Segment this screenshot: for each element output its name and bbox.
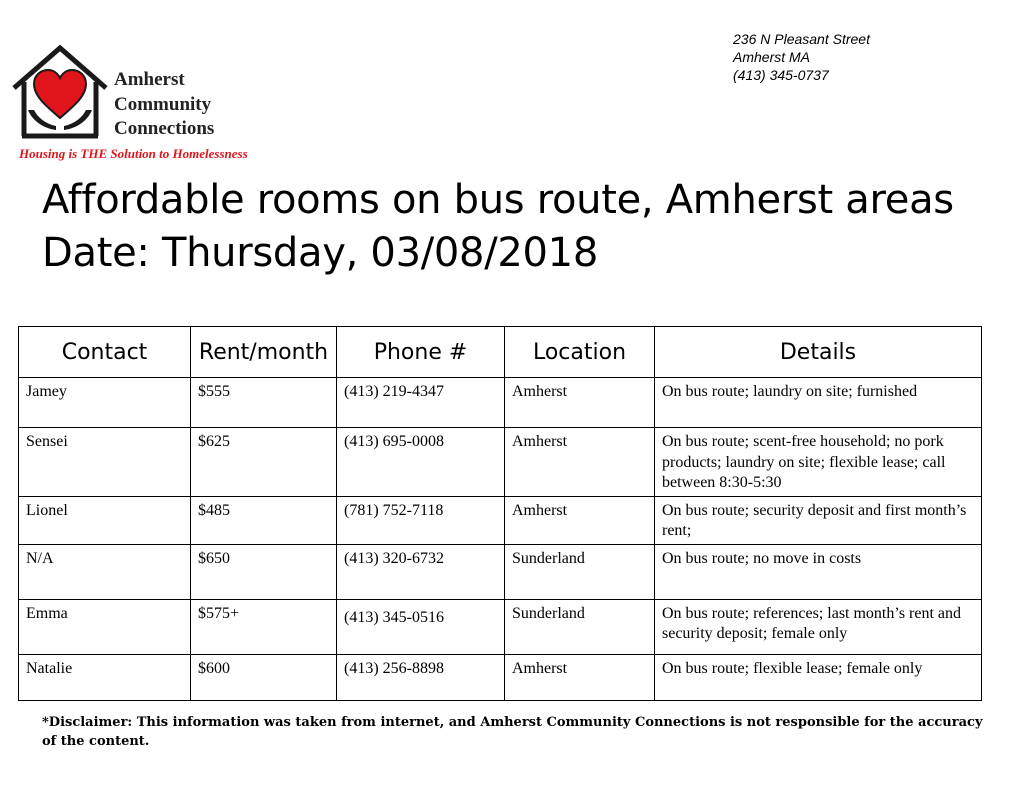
cell-details: On bus route; references; last month’s rent and security deposit; female only — [655, 599, 982, 654]
header-phone: Phone # — [337, 327, 505, 378]
cell-location: Amherst — [505, 428, 655, 497]
table-header-row — [19, 327, 982, 378]
cell-phone: (413) 345-0516 — [337, 599, 505, 654]
cell-rent: $600 — [191, 654, 337, 700]
table-row — [19, 599, 982, 654]
organization-logo — [10, 44, 300, 164]
cell-phone: (413) 695-0008 — [337, 428, 505, 497]
cell-location: Amherst — [505, 496, 655, 544]
cell-location: Amherst — [505, 378, 655, 428]
cell-contact: N/A — [19, 544, 191, 599]
cell-details: On bus route; flexible lease; female only — [655, 654, 982, 700]
cell-contact: Natalie — [19, 654, 191, 700]
table-row — [19, 428, 982, 497]
address-street: 236 N Pleasant Street — [733, 31, 870, 47]
cell-details: On bus route; scent-free household; no pork products; laundry on site; flexible lease; call between 8:30-5:30 — [655, 428, 982, 497]
header-contact: Contact — [19, 327, 191, 378]
table-row — [19, 496, 982, 544]
header-rent: Rent/month — [191, 327, 337, 378]
cell-rent: $650 — [191, 544, 337, 599]
cell-contact: Sensei — [19, 428, 191, 497]
table-row — [19, 654, 982, 700]
cell-details: On bus route; laundry on site; furnished — [655, 378, 982, 428]
house-heart-hands-icon — [10, 44, 110, 140]
header-details: Details — [655, 327, 982, 378]
cell-rent: $575+ — [191, 599, 337, 654]
cell-phone: (413) 219-4347 — [337, 378, 505, 428]
organization-name-line-3: Connections — [114, 118, 215, 139]
page-title-line-2: Date: Thursday, 03/08/2018 — [42, 230, 598, 276]
organization-tagline: Housing is THE Solution to Homelessness — [19, 146, 248, 161]
cell-location: Amherst — [505, 654, 655, 700]
page-title-line-1: Affordable rooms on bus route, Amherst areas — [42, 177, 954, 223]
cell-details: On bus route; no move in costs — [655, 544, 982, 599]
cell-phone: (413) 256-8898 — [337, 654, 505, 700]
page-title — [42, 174, 954, 280]
cell-contact: Lionel — [19, 496, 191, 544]
address-block — [733, 30, 870, 84]
cell-rent: $555 — [191, 378, 337, 428]
organization-name-line-1: Amherst — [114, 69, 185, 90]
cell-details: On bus route; security deposit and first month’s rent; — [655, 496, 982, 544]
address-phone: (413) 345-0737 — [733, 67, 829, 83]
cell-contact: Jamey — [19, 378, 191, 428]
cell-phone: (413) 320-6732 — [337, 544, 505, 599]
organization-name-line-2: Community — [114, 93, 212, 115]
table-row — [19, 378, 982, 428]
cell-contact: Emma — [19, 599, 191, 654]
cell-location: Sunderland — [505, 599, 655, 654]
table-row — [19, 544, 982, 599]
header-location: Location — [505, 327, 655, 378]
address-city: Amherst MA — [733, 49, 811, 65]
cell-rent: $485 — [191, 496, 337, 544]
cell-phone: (781) 752-7118 — [337, 496, 505, 544]
rooms-table — [18, 326, 982, 701]
cell-location: Sunderland — [505, 544, 655, 599]
organization-name — [114, 68, 214, 142]
cell-rent: $625 — [191, 428, 337, 497]
disclaimer: *Disclaimer: This information was taken from internet, and Amherst Community Connections is not responsible for the accuracy of the content. — [42, 715, 983, 749]
